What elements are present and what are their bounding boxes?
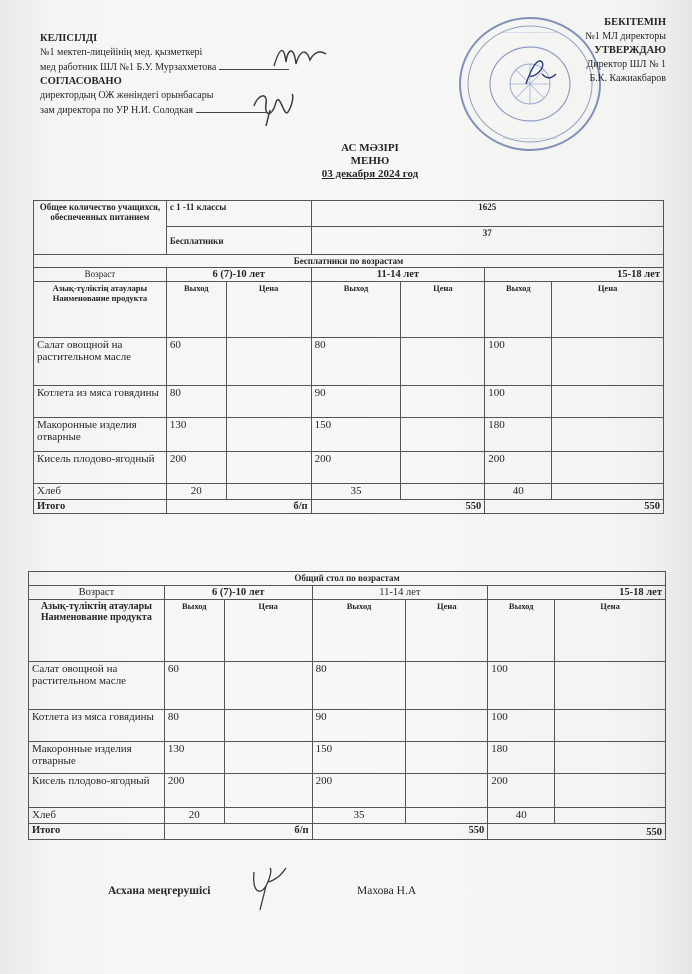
- free-students-count: 37: [311, 227, 663, 255]
- table-row: [29, 662, 666, 710]
- product-name: Хлеб: [34, 484, 167, 500]
- table-row: [29, 742, 666, 774]
- menu-title-kz: АС МӘЗІРІ: [341, 142, 399, 154]
- general-meals-table: [28, 571, 666, 840]
- table-row: [29, 808, 666, 824]
- table-row: [34, 338, 664, 386]
- age-group-1: 6 (7)-10 лет: [164, 586, 312, 600]
- price-header: Цена: [224, 600, 312, 662]
- grades-label: с 1 -11 классы: [166, 201, 311, 227]
- age-group-3: 15-18 лет: [488, 586, 666, 600]
- table-row: [34, 418, 664, 452]
- output-value: 100: [485, 338, 552, 386]
- canteen-manager-name: Махова Н.А: [357, 885, 417, 897]
- agreed-kz-position: №1 мектеп-лицейінің мед. қызметкері: [40, 47, 203, 58]
- product-name: Кисель плодово-ягодный: [34, 452, 167, 484]
- output-value: 80: [312, 662, 406, 710]
- signature-canteen-manager: [246, 862, 290, 912]
- output-value: 150: [311, 418, 401, 452]
- section-title: Общий стол по возрастам: [29, 572, 666, 586]
- output-value: 100: [488, 710, 555, 742]
- price-header: Цена: [406, 600, 488, 662]
- price-header: Цена: [226, 282, 311, 338]
- approval-block-right: [585, 16, 666, 86]
- product-name-header: Азық-түліктің атаулары Наименование продукта: [34, 282, 167, 338]
- age-group-2: 11-14 лет: [312, 586, 488, 600]
- total-row: [34, 500, 664, 514]
- output-value: 40: [485, 484, 552, 500]
- output-value: 80: [164, 710, 224, 742]
- output-header: Выход: [164, 600, 224, 662]
- output-value: 90: [311, 386, 401, 418]
- output-header: Выход: [312, 600, 406, 662]
- output-value: 40: [488, 808, 555, 824]
- price-header: Цена: [401, 282, 485, 338]
- output-header: Выход: [485, 282, 552, 338]
- table-row: [29, 774, 666, 808]
- product-name: Салат овощной на растительном масле: [34, 338, 167, 386]
- svg-text:·····························: ·····························: [502, 136, 558, 143]
- medical-worker-name: мед работник ШЛ №1 Б.У. Мурзахметова: [40, 62, 217, 73]
- age-header: Возраст: [29, 586, 165, 600]
- signature-director: [520, 56, 560, 88]
- free-students-label: Бесплатники: [166, 227, 311, 255]
- deputy-director-name: зам директора по УР Н.И. Солодкая: [40, 105, 194, 116]
- table-row: [29, 710, 666, 742]
- age-group-2: 11-14 лет: [311, 268, 485, 282]
- director-name: Б.К. Кажиакбаров: [589, 73, 666, 84]
- output-value: 200: [166, 452, 226, 484]
- output-value: 150: [312, 742, 406, 774]
- canteen-manager-role: Асхана меңгерушісі: [108, 885, 211, 897]
- output-value: 200: [488, 774, 555, 808]
- output-value: 180: [485, 418, 552, 452]
- price-header: Цена: [552, 282, 664, 338]
- output-value: 200: [164, 774, 224, 808]
- product-name: Котлета из мяса говядины: [29, 710, 165, 742]
- approve-kz-heading: БЕКІТЕМІН: [604, 17, 666, 28]
- free-meals-table: [33, 200, 664, 514]
- output-header: Выход: [488, 600, 555, 662]
- table-row: [34, 484, 664, 500]
- product-name: Хлеб: [29, 808, 165, 824]
- svg-text:·····························: ·····························: [502, 30, 558, 37]
- output-value: 60: [164, 662, 224, 710]
- output-value: 200: [485, 452, 552, 484]
- output-value: 90: [312, 710, 406, 742]
- product-name: Салат овощной на растительном масле: [29, 662, 165, 710]
- product-name-header: Азық-түліктің атаулары Наименование продукта: [29, 600, 165, 662]
- agreed-kz-heading: КЕЛІСІЛДІ: [40, 33, 98, 44]
- output-value: 35: [312, 808, 406, 824]
- output-value: 200: [311, 452, 401, 484]
- director-ru-position: Директор ШЛ № 1: [586, 59, 666, 70]
- output-value: 80: [166, 386, 226, 418]
- age-header: Возраст: [34, 268, 167, 282]
- output-value: 80: [311, 338, 401, 386]
- students-count-label: Общее количество учащихся, обеспеченных питанием: [34, 201, 167, 255]
- table-row: [34, 452, 664, 484]
- total-age-group-3: 550: [488, 824, 666, 840]
- approve-ru-heading: УТВЕРЖДАЮ: [594, 45, 666, 56]
- total-row: [29, 824, 666, 840]
- director-kz-position: №1 МЛ директоры: [585, 31, 666, 42]
- output-header: Выход: [166, 282, 226, 338]
- price-header: Цена: [555, 600, 666, 662]
- output-value: 100: [485, 386, 552, 418]
- deputy-kz-position: директордың ОЖ жөніндегі орынбасары: [40, 90, 214, 101]
- total-age-group-2: 550: [311, 500, 485, 514]
- output-value: 60: [166, 338, 226, 386]
- output-value: 35: [311, 484, 401, 500]
- total-label: Итого: [29, 824, 165, 840]
- output-value: 130: [166, 418, 226, 452]
- output-value: 200: [312, 774, 406, 808]
- total-age-group-3: 550: [485, 500, 664, 514]
- table-row: [34, 386, 664, 418]
- signature-deputy-director: [248, 88, 296, 128]
- output-value: 130: [164, 742, 224, 774]
- total-label: Итого: [34, 500, 167, 514]
- total-age-group-2: 550: [312, 824, 488, 840]
- output-value: 20: [164, 808, 224, 824]
- output-value: 20: [166, 484, 226, 500]
- menu-title-ru: МЕНЮ: [350, 155, 390, 167]
- age-group-3: 15-18 лет: [485, 268, 664, 282]
- product-name: Кисель плодово-ягодный: [29, 774, 165, 808]
- product-name: Макоронные изделия отварные: [34, 418, 167, 452]
- signature-medical-worker: [270, 42, 330, 72]
- age-group-1: 6 (7)-10 лет: [166, 268, 311, 282]
- output-header: Выход: [311, 282, 401, 338]
- total-age-group-1: б/п: [164, 824, 312, 840]
- grades-count: 1625: [311, 201, 663, 227]
- menu-date: 03 декабря 2024 год: [321, 168, 419, 180]
- section-title: Бесплатники по возрастам: [34, 255, 664, 268]
- total-age-group-1: б/п: [166, 500, 311, 514]
- output-value: 180: [488, 742, 555, 774]
- output-value: 100: [488, 662, 555, 710]
- product-name: Макоронные изделия отварные: [29, 742, 165, 774]
- product-name: Котлета из мяса говядины: [34, 386, 167, 418]
- agreed-ru-heading: СОГЛАСОВАНО: [40, 76, 122, 87]
